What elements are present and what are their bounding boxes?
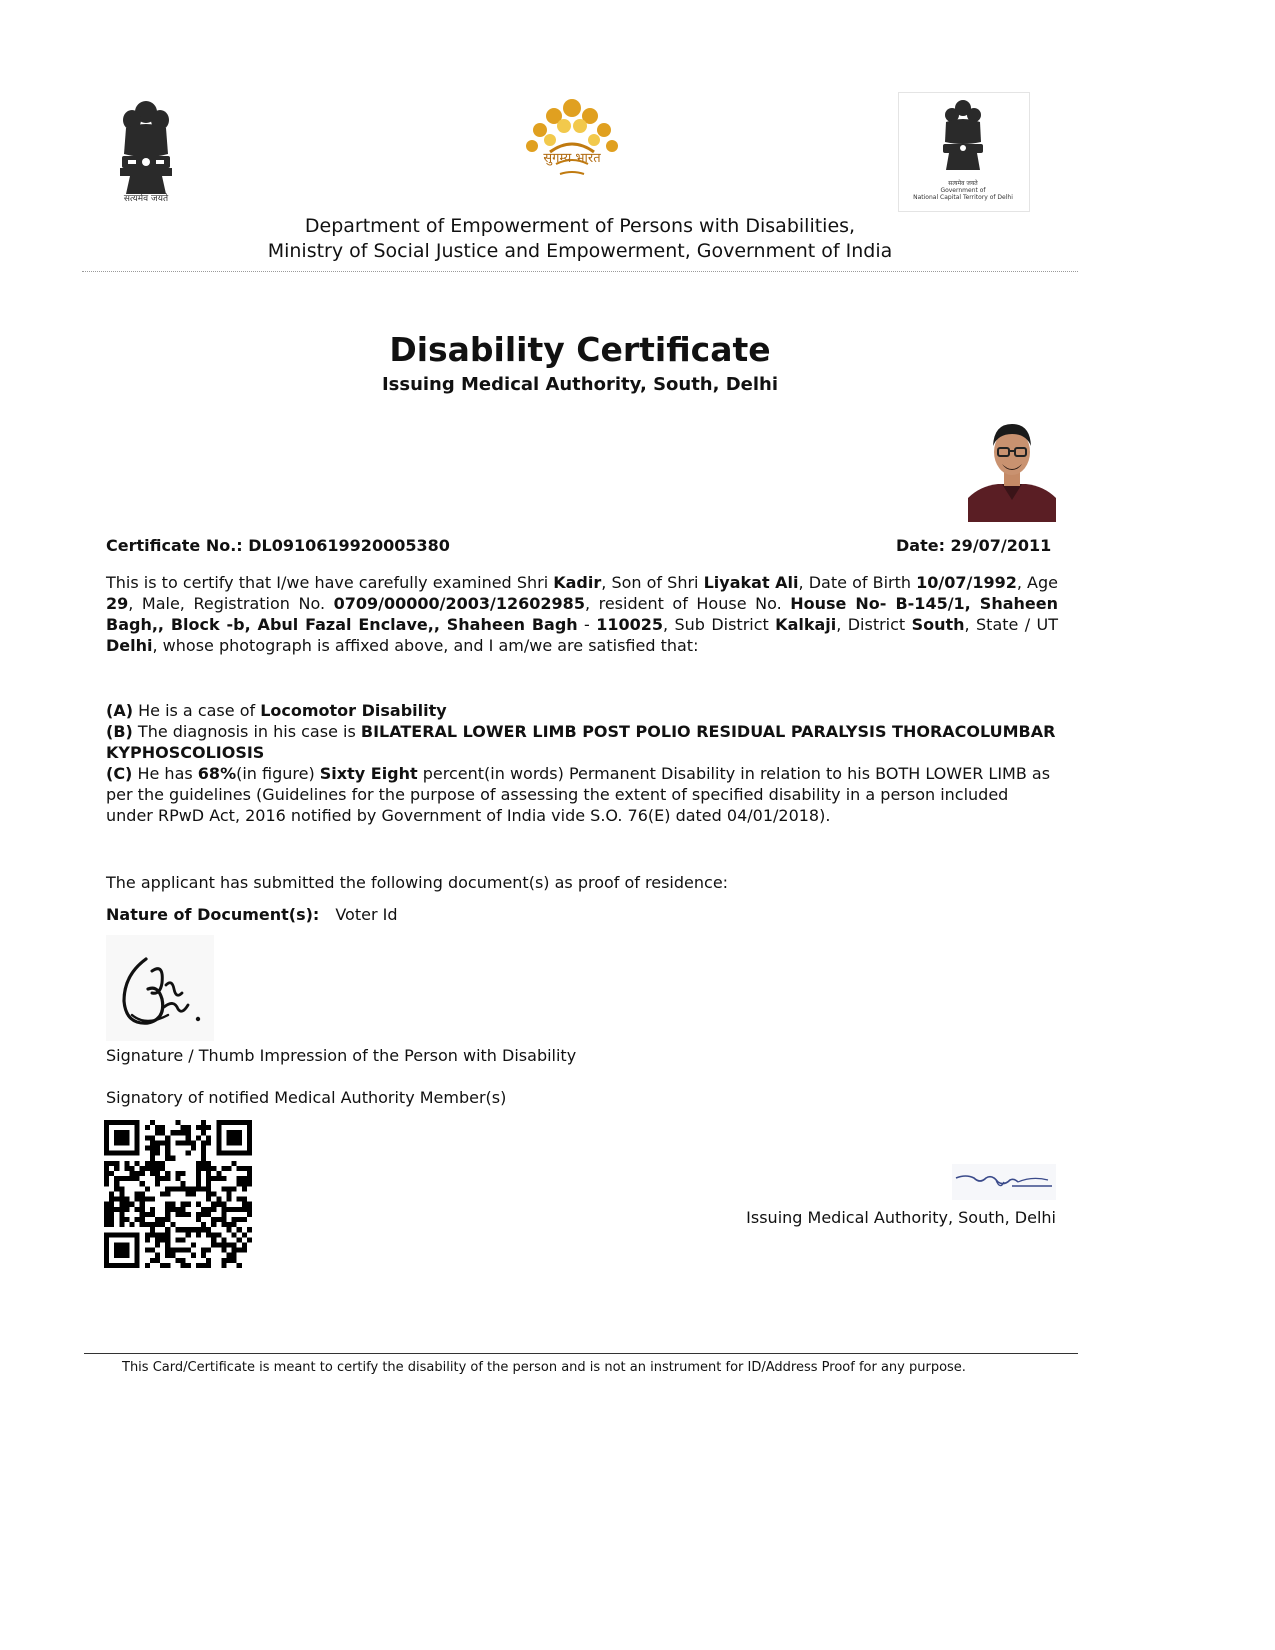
document-nature-label: Nature of Document(s): bbox=[106, 905, 320, 924]
disability-percent-words: Sixty Eight bbox=[319, 764, 418, 783]
text: , resident of House No. bbox=[584, 594, 791, 613]
text: He has bbox=[132, 764, 198, 783]
finding-label: (C) bbox=[106, 764, 133, 783]
father-name: Liyakat Ali bbox=[703, 573, 799, 592]
department-name: Department of Empowerment of Persons with Disabilities, bbox=[304, 215, 856, 237]
authority-signature bbox=[952, 1164, 1056, 1200]
text: , Date of Birth bbox=[798, 573, 917, 592]
text: , Age bbox=[1016, 573, 1058, 592]
qr-code[interactable] bbox=[104, 1120, 252, 1268]
certificate-subtitle: Issuing Medical Authority, South, Delhi bbox=[381, 374, 779, 395]
date-of-birth: 10/07/1992 bbox=[916, 573, 1017, 592]
accessible-india-logo-icon bbox=[520, 92, 624, 184]
text: This is to certify that I/we have carefully examined Shri bbox=[106, 573, 554, 592]
emblem-caption: सत्यमेव जयते bbox=[123, 194, 169, 204]
findings-list bbox=[106, 700, 1058, 826]
national-emblem-icon bbox=[112, 92, 180, 204]
text: , State / UT bbox=[964, 615, 1059, 634]
text: percent(in words) Permanent Disability in relation to his BOTH LOWER LIMB as per the guidelines (Guidelines for the purpose of assessing the extent of specified disability in a person included under RPwD Act, 2016 notified by Government of India vide S.O. 76(E) dated 04/01/2018). bbox=[106, 764, 1051, 825]
header-divider bbox=[82, 271, 1078, 272]
address: House No- B-145/1, Shaheen Bagh,, Block -b, Abul Fazal Enclave,, Shaheen Bagh bbox=[106, 594, 1059, 634]
caption-line: Government of bbox=[940, 187, 986, 194]
certificate-date bbox=[896, 536, 1051, 555]
text: , Male, Registration No. bbox=[128, 594, 334, 613]
applicant-photo bbox=[968, 412, 1056, 522]
text: , District bbox=[836, 615, 912, 634]
certificate-title: Disability Certificate bbox=[389, 330, 771, 369]
text: , Son of Shri bbox=[601, 573, 704, 592]
finding-b bbox=[106, 721, 1058, 763]
signatory-caption: Signatory of notified Medical Authority Member(s) bbox=[106, 1088, 507, 1107]
certificate-number-label: Certificate No.: bbox=[106, 536, 249, 555]
certificate-number bbox=[106, 536, 450, 555]
footer-divider bbox=[84, 1353, 1078, 1354]
text: - bbox=[577, 615, 597, 634]
certificate-date-label: Date: bbox=[896, 536, 951, 555]
text: , whose photograph is affixed above, and I am/we are satisfied that: bbox=[152, 636, 699, 655]
certificate-date-value: 29/07/2011 bbox=[950, 536, 1052, 555]
sub-district: Kalkaji bbox=[775, 615, 837, 634]
finding-label: (B) bbox=[106, 722, 133, 741]
document-nature bbox=[106, 904, 397, 925]
text: (in figure) bbox=[236, 764, 320, 783]
document-nature-value: Voter Id bbox=[335, 905, 398, 924]
authority-caption: Issuing Medical Authority, South, Delhi bbox=[746, 1208, 1056, 1227]
finding-c bbox=[106, 763, 1058, 826]
caption-line: सत्यमेव जयते bbox=[948, 180, 978, 187]
footer-disclaimer: This Card/Certificate is meant to certify the disability of the person and is not an instrument for ID/Address Proof for any purpose. bbox=[122, 1360, 966, 1375]
diagnosis: BILATERAL LOWER LIMB POST POLIO RESIDUAL PARALYSIS THORACOLUMBAR KYPHOSCOLIOSIS bbox=[106, 722, 1056, 762]
delhi-govt-caption bbox=[900, 180, 1026, 201]
certification-paragraph bbox=[106, 572, 1058, 656]
finding-label: (A) bbox=[106, 701, 134, 720]
pincode: 110025 bbox=[596, 615, 664, 634]
disability-type: Locomotor Disability bbox=[260, 701, 447, 720]
signature-caption: Signature / Thumb Impression of the Person with Disability bbox=[106, 1046, 577, 1065]
caption-line: National Capital Territory of Delhi bbox=[913, 194, 1013, 201]
finding-a bbox=[106, 700, 1058, 721]
age: 29 bbox=[106, 594, 129, 613]
state: Delhi bbox=[106, 636, 153, 655]
delhi-govt-emblem-icon bbox=[935, 98, 991, 176]
district: South bbox=[911, 615, 965, 634]
text: , Sub District bbox=[663, 615, 776, 634]
disability-percent: 68% bbox=[197, 764, 237, 783]
ministry-name: Ministry of Social Justice and Empowerment, Government of India bbox=[267, 240, 893, 262]
applicant-name: Kadir bbox=[553, 573, 602, 592]
registration-number: 0709/00000/2003/12602985 bbox=[333, 594, 585, 613]
logo-text: सुगम्य भारत bbox=[543, 151, 601, 166]
certificate-number-value: DL0910619920005380 bbox=[248, 536, 450, 555]
text: The diagnosis in his case is bbox=[132, 722, 361, 741]
applicant-signature bbox=[106, 935, 214, 1041]
text: He is a case of bbox=[133, 701, 261, 720]
residence-proof-intro: The applicant has submitted the following document(s) as proof of residence: bbox=[106, 873, 729, 892]
